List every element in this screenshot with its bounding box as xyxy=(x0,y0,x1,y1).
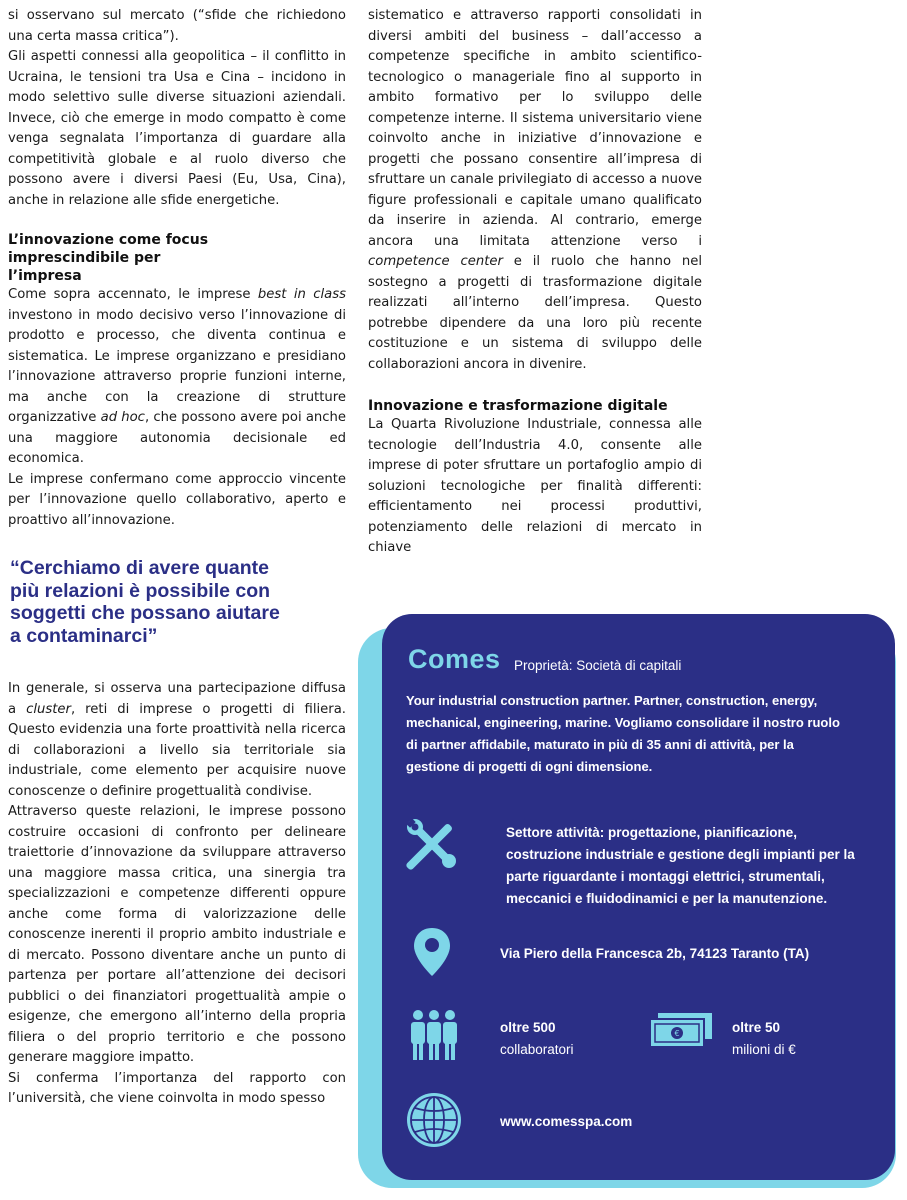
svg-text:€: € xyxy=(674,1029,680,1038)
employees-label: collaboratori xyxy=(500,1042,574,1057)
company-tagline: Your industrial construction partner. Partner, construction, energy, mechanical, engineering, marine. Vogliamo consolidare il nostro ruolo di partner affidabile, maturato in più di 35 anni di attività, per la gestione di progetti di ogni dimensione. xyxy=(406,693,840,774)
company-name: Comes xyxy=(408,644,501,674)
company-employees xyxy=(500,1017,574,1061)
company-ownership: Proprietà: Società di capitali xyxy=(514,658,682,673)
intro-paragraph-1: si osservano sul mercato (“sfide che richiedono una certa massa critica”). xyxy=(8,8,346,44)
company-revenue xyxy=(732,1017,796,1061)
section-title-digital-transformation: Innovazione e trasformazione digitale xyxy=(368,398,668,414)
right-paragraph-2: La Quarta Rivoluzione Industriale, connessa alle tecnologie dell’Industria 4.0, consente alle imprese di poter sfruttare un portafoglio ampio di soluzioni tecnologiche per finalità differenti: efficientamento nei processi produttivi, potenziamento delle relazioni di mercato in chiave xyxy=(368,417,702,555)
pull-quote: “Cerchiamo di avere quante più relazioni è possibile con soggetti che possano aiutare a contaminarci” xyxy=(10,557,280,647)
section-title-innovation-focus: L’innovazione come focus imprescindibile per l’impresa xyxy=(8,232,209,284)
tools-icon xyxy=(406,818,458,870)
body-paragraph-3: Si conferma l’importanza del rapporto con l’università, che viene coinvolta in modo spesso xyxy=(8,1070,346,1106)
section1-paragraph-1: Come sopra accennato, le imprese best in class investono in modo decisivo verso l’innovazione di prodotto e processo, che diventa continua e sistematica. Le imprese organizzano e presidiano l’innovazione attraverso proprie funzioni interne, ma anche con la creazione di strutture organizzative ad hoc, che possono avere poi anche una maggiore autonomia decisionale ed economica. xyxy=(8,287,347,466)
body-paragraph-2: Attraverso queste relazioni, le imprese possono costruire occasioni di confronto per delineare traiettorie d’innovazione da sviluppare attraverso una maggiore massa critica, una sinergia tra specializzazioni e competenze differenti oppure anche come forma di valorizzazione delle conoscenze inerenti il proprio ambito industriale e di mercato. Possono diventare anche un punto di partenza per portare all’attenzione dei decisori pubblici o dei finanziatori progettualità ampie o esigenze, che emergono all’interno della propria filiera o del proprio territorio e che possono generare maggiore impatto. xyxy=(8,804,346,1065)
people-icon xyxy=(408,1008,460,1062)
employees-count: oltre 500 xyxy=(500,1020,556,1035)
company-info-box xyxy=(382,614,895,1180)
company-address: Via Piero della Francesca 2b, 74123 Taranto (TA) xyxy=(500,946,810,961)
company-website[interactable]: www.comesspa.com xyxy=(500,1114,633,1129)
location-pin-icon xyxy=(412,926,452,978)
left-column xyxy=(8,6,346,1110)
right-paragraph-1: sistematico e attraverso rapporti consolidati in diversi ambiti del business – dall’accesso a competenze specifiche in ambito scientifico-tecnologico o manageriale fino al supporto in ambito formativo per lo sviluppo delle competenze interne. Il sistema universitario viene coinvolto anche in iniziative d’innovazione e progetti che possano consentire all’impresa di sfruttare un canale privilegiato di accesso a nuove figure professionali e capitale umano qualificato da inserire in azienda. Al contrario, emerge ancora una limitata attenzione verso i competence center e il ruolo che hanno nel sostegno a progetti di trasformazione digitale realizzati all’interno dell’impresa. Questo potrebbe dipendere da una loro più recente costituzione e un sistema di sviluppo delle collaborazioni ancora in divenire. xyxy=(368,8,702,372)
banknotes-icon xyxy=(650,1013,712,1047)
globe-icon xyxy=(406,1092,462,1148)
body-paragraph-1: In generale, si osserva una partecipazione diffusa a cluster, reti di imprese o progetti di filiera. Questo evidenzia una forte proattività nella ricerca di collaborazioni a livello sia territoriale sia industriale, come elemento per acquisire nuove conoscenze o definire progettualità condivise. xyxy=(8,681,346,799)
intro-paragraph-2: Gli aspetti connessi alla geopolitica – il conflitto in Ucraina, le tensioni tra Usa e Cina – incidono in modo selettivo sulle diverse situazioni aziendali. Invece, ciò che emerge in modo compatto è come venga segnalata l’importanza di guardare alla competitività globale e al ruolo diverso che possono avere i diversi Paesi (Eu, Usa, Cina), anche in relazione alle sfide energetiche. xyxy=(8,49,346,208)
section1-paragraph-2: Le imprese confermano come approccio vincente per l’innovazione quello collaborativo, aperto e proattivo all’innovazione. xyxy=(8,471,346,528)
revenue-amount: oltre 50 xyxy=(732,1020,781,1035)
revenue-label: milioni di € xyxy=(732,1042,796,1057)
right-column xyxy=(368,6,702,559)
company-sector: Settore attività: progettazione, pianificazione, costruzione industriale e gestione degli impianti per la parte riguardante i montaggi elettrici, strumentali, meccanici e fluidodinamici e per la manutenzione. xyxy=(506,825,855,906)
